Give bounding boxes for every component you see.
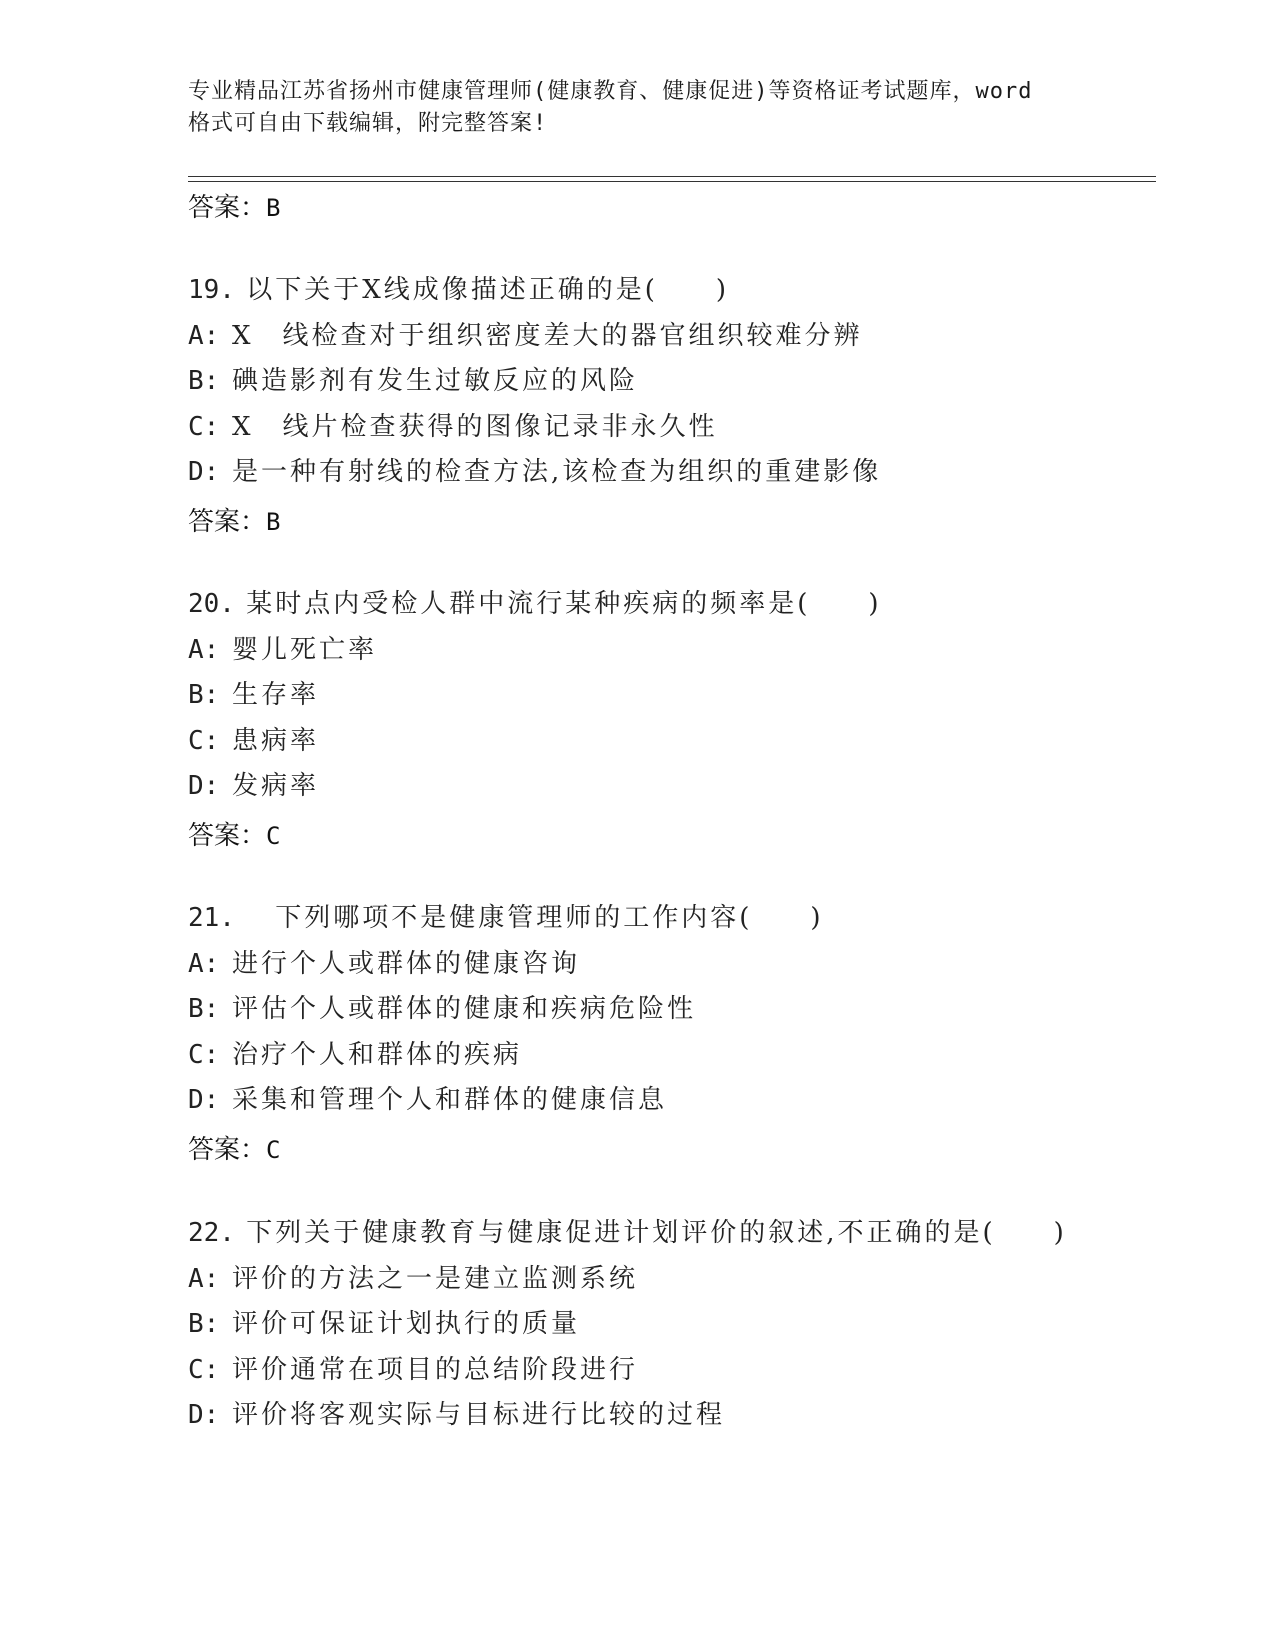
option-text: 评价可保证计划执行的质量 [232, 1309, 581, 1339]
answer-value: B [266, 194, 281, 222]
option-d [188, 764, 1168, 810]
option-letter: D: [188, 1400, 220, 1430]
question-stem [188, 1211, 1168, 1257]
question-number: 21. [188, 903, 235, 933]
question-19 [188, 268, 1168, 496]
answer-label: 答案： [188, 507, 267, 537]
option-letter: D: [188, 771, 220, 801]
option-b [188, 359, 1168, 405]
option-letter: B: [188, 994, 220, 1024]
option-a [188, 628, 1168, 674]
option-b [188, 1302, 1168, 1348]
option-c [188, 719, 1168, 765]
question-text: 下列关于健康教育与健康促进计划评价的叙述,不正确的是( ) [234, 1218, 1067, 1248]
page-header [188, 76, 1108, 140]
answer-value: B [266, 508, 281, 536]
option-c [188, 405, 1168, 451]
option-letter: A: [188, 320, 220, 351]
header-line-1: 专业精品江苏省扬州市健康管理师(健康教育、健康促进)等资格证考试题库，word [188, 79, 1033, 104]
option-letter: A: [188, 948, 220, 979]
question-number: 20. [188, 589, 235, 619]
option-a [188, 314, 1168, 360]
option-letter: C: [188, 1354, 220, 1385]
option-letter: B: [188, 680, 220, 710]
answer-19 [188, 505, 280, 539]
option-c [188, 1348, 1168, 1394]
option-text: 是一种有射线的检查方法,该检查为组织的重建影像 [232, 457, 882, 487]
option-letter: C: [188, 1039, 220, 1070]
option-b [188, 987, 1168, 1033]
question-number: 19. [188, 275, 235, 305]
question-20 [188, 582, 1168, 810]
header-divider-top [188, 176, 1156, 177]
answer-value: C [266, 1136, 281, 1164]
answer-value: C [266, 822, 281, 850]
option-b [188, 673, 1168, 719]
answer-20 [188, 819, 280, 853]
option-d [188, 1078, 1168, 1124]
option-c [188, 1033, 1168, 1079]
option-text: 评估个人或群体的健康和疾病危险性 [232, 994, 697, 1024]
question-stem [188, 896, 1168, 942]
answer-21 [188, 1133, 280, 1167]
option-text: 碘造影剂有发生过敏反应的风险 [232, 366, 639, 396]
question-number: 22. [188, 1218, 235, 1248]
option-text: 评价通常在项目的总结阶段进行 [232, 1354, 639, 1385]
question-stem [188, 582, 1168, 628]
answer-label: 答案： [188, 821, 267, 851]
question-text: 下列哪项不是健康管理师的工作内容( ) [234, 903, 824, 933]
option-text: 婴儿死亡率 [232, 634, 378, 665]
option-letter: D: [188, 457, 220, 487]
option-text: 生存率 [232, 680, 320, 710]
option-text: X 线片检查获得的图像记录非永久性 [232, 411, 718, 442]
option-letter: B: [188, 366, 220, 396]
answer-label: 答案： [188, 193, 267, 223]
option-text: X 线检查对于组织密度差大的器官组织较难分辨 [232, 320, 863, 351]
option-text: 进行个人或群体的健康咨询 [232, 948, 581, 979]
header-divider-bottom [188, 181, 1156, 182]
question-22 [188, 1211, 1168, 1439]
header-line-2: 格式可自由下载编辑，附完整答案! [188, 111, 548, 136]
option-text: 评价的方法之一是建立监测系统 [232, 1263, 639, 1294]
question-stem [188, 268, 1168, 314]
answer-prev [188, 191, 280, 225]
question-text: 以下关于Х线成像描述正确的是( ) [234, 275, 730, 305]
option-text: 评价将客观实际与目标进行比较的过程 [232, 1400, 726, 1430]
option-letter: C: [188, 411, 220, 442]
option-text: 患病率 [232, 725, 320, 756]
option-text: 治疗个人和群体的疾病 [232, 1039, 523, 1070]
option-a [188, 942, 1168, 988]
option-text: 采集和管理个人和群体的健康信息 [232, 1085, 668, 1115]
question-text: 某时点内受检人群中流行某种疾病的频率是( ) [234, 589, 882, 619]
option-letter: A: [188, 1263, 220, 1294]
option-a [188, 1257, 1168, 1303]
option-letter: D: [188, 1085, 220, 1115]
question-21 [188, 896, 1168, 1124]
option-text: 发病率 [232, 771, 320, 801]
option-d [188, 1393, 1168, 1439]
option-letter: B: [188, 1309, 220, 1339]
option-letter: A: [188, 634, 220, 665]
answer-label: 答案： [188, 1135, 267, 1165]
option-letter: C: [188, 725, 220, 756]
option-d [188, 450, 1168, 496]
